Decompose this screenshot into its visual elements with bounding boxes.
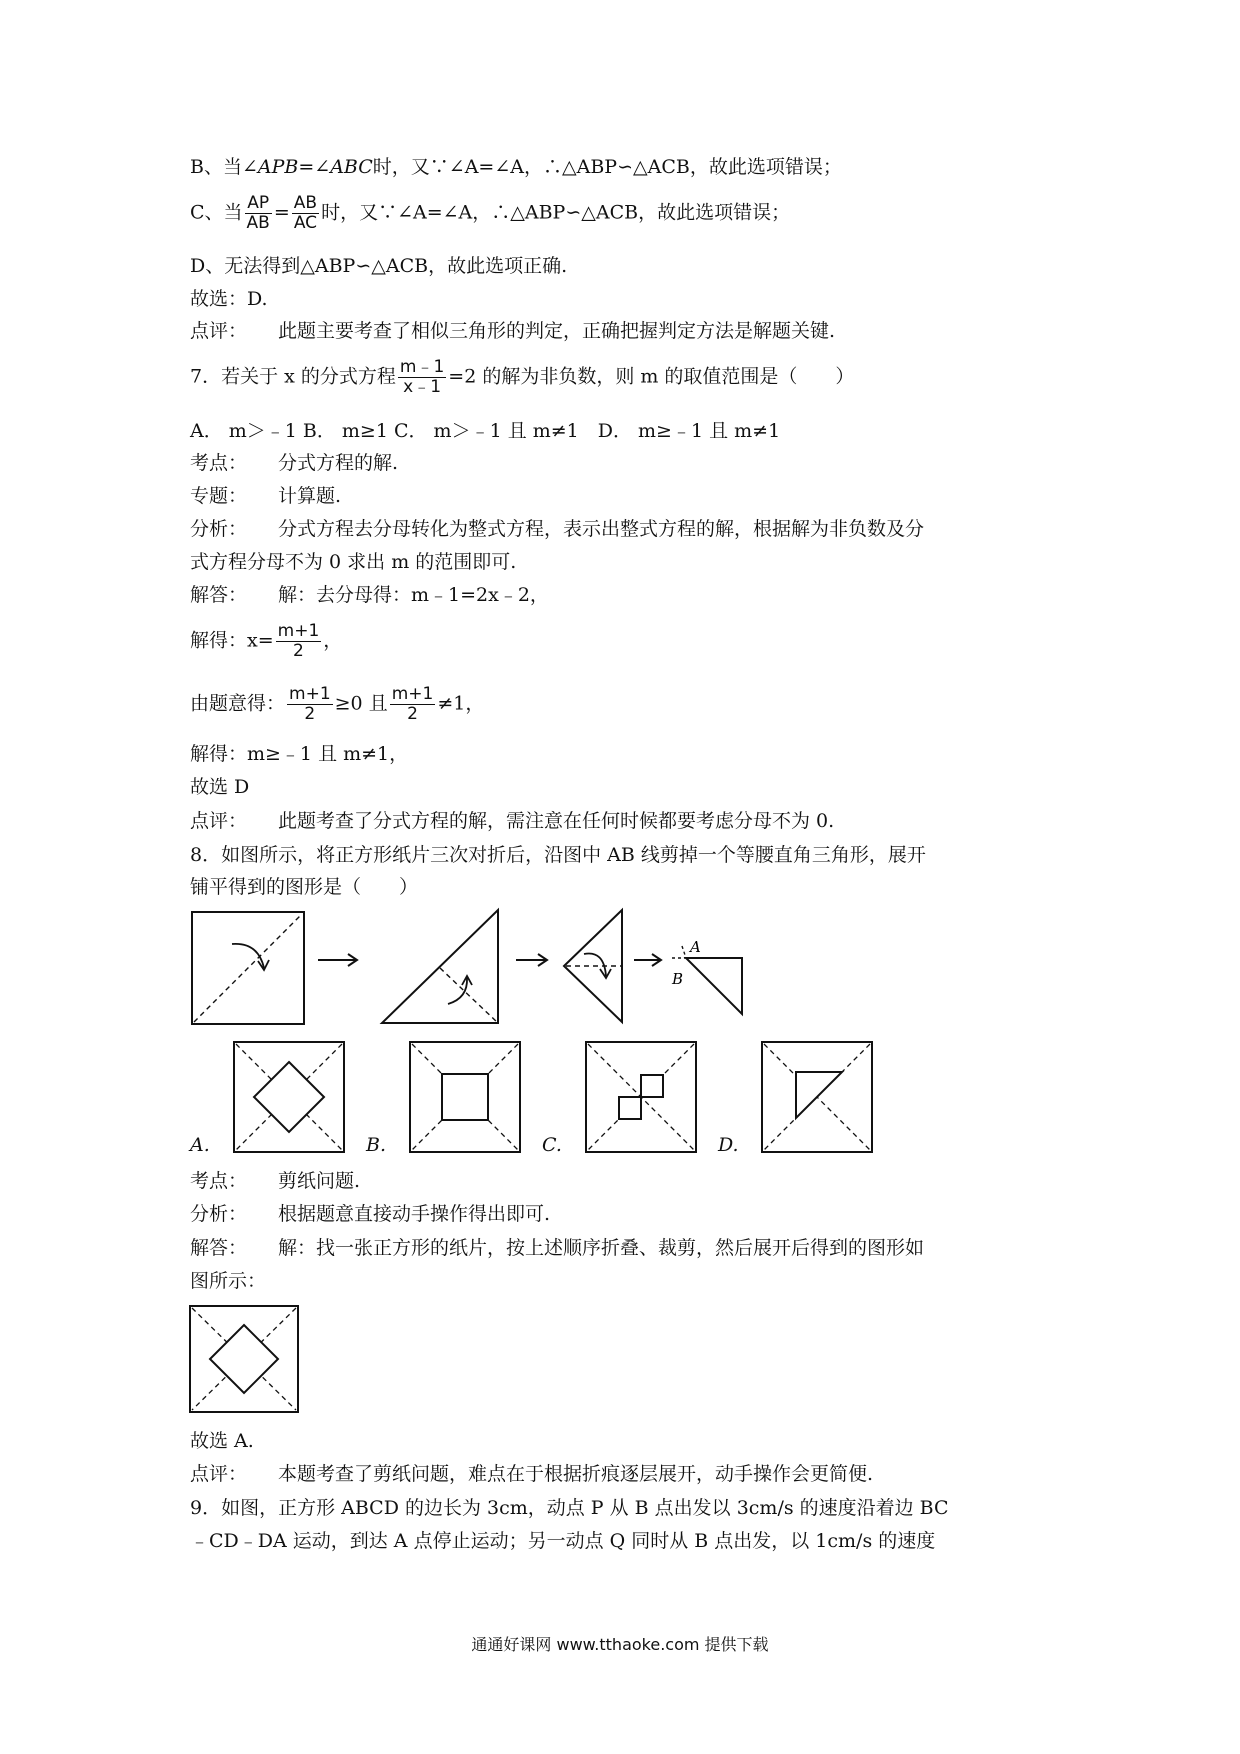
p6-option-b: B、当∠APB=∠ABC时，又∵∠A=∠A，∴△ABP∽△ACB，故此选项错误； (190, 156, 842, 178)
fraction-m-x: $\frac{m﹣1}{x﹣1}$ (399, 357, 445, 397)
option-d-figure (760, 1040, 874, 1154)
q7-zhuanti: 专题： 计算题. (190, 485, 342, 507)
q9-line-2: ﹣CD﹣DA 运动，到达 A 点停止运动；另一动点 Q 同时从 B 点出发，以 1cm/s 的速度 (190, 1530, 936, 1552)
q7-answer: 故选 D (190, 776, 250, 798)
p6-answer: 故选：D. (190, 288, 268, 310)
fraction-ab-ac: $\frac{AB}{AC}$ (293, 193, 318, 233)
q7-options: A． m＞﹣1 B． m≥1 C． m＞﹣1 且 m≠1 D． m≥﹣1 且 m≠1 (190, 420, 781, 442)
option-c-figure (584, 1040, 698, 1154)
option-a-figure (232, 1040, 346, 1154)
q8-answer: 故选 A. (190, 1430, 254, 1452)
q7-result: 解得：m≥﹣1 且 m≠1， (190, 743, 409, 765)
p6-comment: 点评： 此题主要考查了相似三角形的判定，正确把握判定方法是解题关键. (190, 320, 836, 342)
q7-solution-x: 解得：x= $\frac{m+1}{2}$ ， (190, 621, 343, 661)
q8-comment: 点评： 本题考查了剪纸问题，难点在于根据折痕逐层展开，动手操作会更简便. (190, 1463, 874, 1485)
option-d-label: D. (718, 1134, 739, 1156)
page-footer: 通通好课网 www.tthaoke.com 提供下载 (471, 1635, 769, 1654)
option-a-label: A. (190, 1134, 210, 1156)
q7-kaodian: 考点： 分式方程的解. (190, 452, 399, 474)
fraction-cond-2: $\frac{m+1}{2}$ (391, 684, 434, 724)
q7-comment: 点评： 此题考查了分式方程的解，需注意在任何时候都要考虑分母不为 0. (190, 810, 835, 832)
q7-jieda: 解答： 解：去分母得：m﹣1=2x﹣2， (190, 584, 549, 606)
q7-fenxi: 分析： 分式方程去分母转化为整式方程，表示出整式方程的解，根据解为非负数及分 (190, 518, 925, 540)
fraction-m-plus-1-over-2: $\frac{m+1}{2}$ (277, 621, 320, 661)
q8-stem-2: 铺平得到的图形是（ ） (190, 876, 419, 898)
p6-option-d: D、无法得到△ABP∽△ACB，故此选项正确. (190, 255, 568, 277)
q7-condition: 由题意得： $\frac{m+1}{2}$ ≥0 且 $\frac{m+1}{2}$ ≠1， (190, 684, 485, 724)
q9-line-1: 9．如图，正方形 ABCD 的边长为 3cm，动点 P 从 B 点出发以 3cm/s 的速度沿着边 BC (190, 1497, 949, 1519)
q7-stem: 7．若关于 x 的分式方程 $\frac{m﹣1}{x﹣1}$ =2 的解为非负数，则 m 的取值范围是（ ） (190, 357, 855, 397)
option-c-label: C. (542, 1134, 562, 1156)
option-b-figure (408, 1040, 522, 1154)
q7-fenxi-2: 式方程分母不为 0 求出 m 的范围即可. (190, 551, 517, 573)
p6-option-c: C、当 $\frac{AP}{AB}$ = $\frac{AB}{AC}$ 时，又∵∠A=∠A，∴△ABP∽△ACB，故此选项错误； (190, 193, 791, 233)
q8-jieda-2: 图所示： (190, 1270, 267, 1292)
q8-stem-1: 8．如图所示，将正方形纸片三次对折后，沿图中 AB 线剪掉一个等腰直角三角形，展开 (190, 844, 926, 866)
fold-label-a: A (690, 938, 701, 956)
fold-final-shape (686, 958, 742, 1014)
q8-fenxi: 分析： 根据题意直接动手操作得出即可. (190, 1203, 551, 1225)
folding-sequence-figure (186, 906, 756, 1030)
fold-label-b: B (672, 970, 684, 988)
q8-kaodian: 考点： 剪纸问题. (190, 1170, 361, 1192)
solution-figure (188, 1304, 302, 1416)
option-b-label: B. (366, 1134, 387, 1156)
fraction-ap-ab: $\frac{AP}{AB}$ (246, 193, 270, 233)
fraction-cond-1: $\frac{m+1}{2}$ (289, 684, 331, 724)
q8-jieda: 解答： 解：找一张正方形的纸片，按上述顺序折叠、裁剪，然后展开后得到的图形如 (190, 1237, 925, 1259)
